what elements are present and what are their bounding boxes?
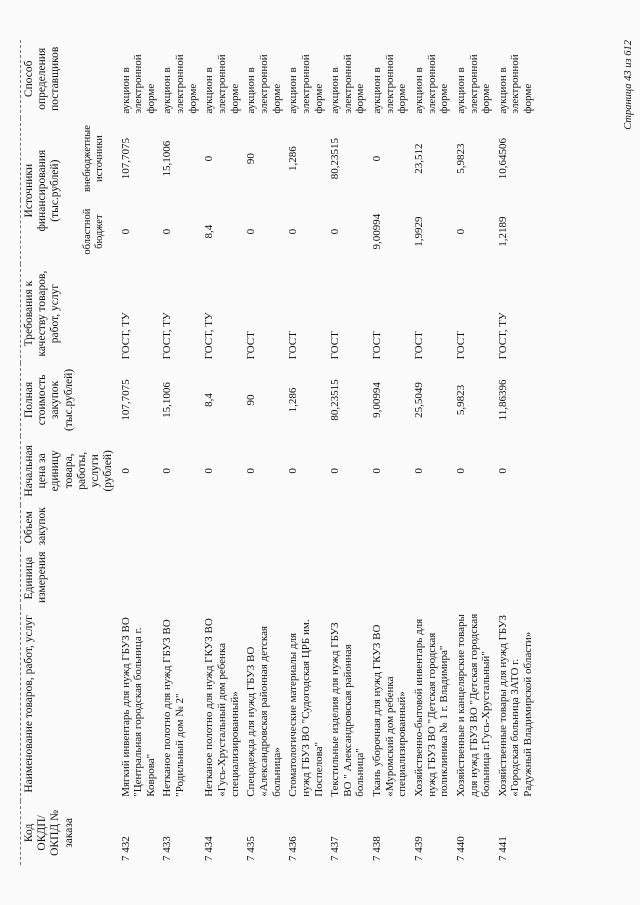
row-volume [495, 505, 537, 549]
header-code: Код ОКДП/ ОКПД № заказа [21, 801, 118, 865]
row-funding-regional: 8,4 [203, 224, 216, 239]
table-row [495, 40, 537, 865]
table-row [453, 40, 495, 865]
row-requirements: ГОСТ [287, 331, 300, 360]
row-volume [243, 505, 285, 549]
row-funding-regional: 0 [119, 228, 132, 235]
row-funding-extra: 107,7075 [119, 137, 132, 180]
row-cost: 25,5049 [412, 382, 425, 418]
row-price: 0 [161, 468, 174, 474]
row-cost: 90 [245, 394, 258, 406]
row-unit [495, 549, 537, 607]
table-row [243, 40, 285, 865]
row-funding-regional: 0 [287, 228, 300, 235]
row-price: 0 [496, 468, 509, 474]
row-volume [118, 505, 160, 549]
row-unit [369, 549, 411, 607]
row-volume [159, 505, 201, 549]
row-code: 7 439 [412, 836, 425, 861]
row-requirements: ГОСТ, ТУ [161, 312, 174, 360]
row-funding-regional: 9,00994 [371, 213, 384, 250]
header-funding-extra: внебюджетные источники [81, 125, 105, 193]
table-row [327, 40, 369, 865]
header-full-cost: Полная стоимость закупок (тыс.рублей) [21, 363, 118, 436]
row-funding-regional: 1,2189 [496, 216, 509, 247]
header-funding-regional: областной бюджет [81, 208, 105, 255]
row-unit [243, 549, 285, 607]
row-code: 7 437 [329, 836, 342, 861]
row-name: Текстильные изделия для нужд ГБУЗ ВО " Александровская районная больница" [329, 622, 367, 797]
row-price: 0 [287, 468, 300, 474]
header-requirements: Требования к качеству товаров, работ, услуг [21, 264, 118, 364]
row-code: 7 433 [161, 836, 174, 861]
row-price: 0 [203, 468, 216, 474]
row-requirements: ГОСТ [329, 331, 342, 360]
table-row [411, 40, 453, 865]
row-cost: 9,00994 [371, 382, 384, 418]
row-requirements: ГОСТ [412, 331, 425, 360]
row-unit [453, 549, 495, 607]
row-method: аукцион в электронной форме [454, 54, 493, 114]
row-cost: 80,23515 [329, 379, 342, 421]
row-cost: 8,4 [203, 393, 216, 407]
row-name: Хозяйственные товары для нужд ГБУЗ «Городская больница ЗАТО г. Радужный Владимирской области» [496, 614, 535, 797]
row-name: Мягкий инвентарь для нужд ГБУЗ ВО "Центральная городская больница г. Коврова" [119, 617, 157, 797]
row-method: аукцион в электронной форме [245, 54, 283, 114]
table-row [285, 40, 327, 865]
table-row [201, 40, 243, 865]
row-requirements: ГОСТ [245, 331, 258, 360]
header-method: Способ определения поставщиков [21, 40, 118, 118]
procurement-table [20, 40, 537, 865]
row-volume [369, 505, 411, 549]
row-code: 7 440 [454, 836, 467, 861]
row-funding-extra: 15,1006 [161, 140, 174, 177]
header-name: Наименование товаров, работ, услуг [21, 607, 118, 801]
row-name: Нетканое полотно для нужд ГКУЗ ВО «Гусь-Хрустальный дом ребенка специализированный» [203, 618, 241, 797]
row-name: Ткань уборочная для нужд ГКУЗ ВО «Муромский дом ребенка специализированный» [371, 624, 409, 797]
row-funding-regional: 1,9929 [412, 216, 425, 247]
row-price: 0 [245, 468, 258, 474]
row-volume [201, 505, 243, 549]
row-name: Хозяйственные и канцелярские товары для нужд ГБУЗ ВО "Детская городская больница г.Гусь-Хрустальный" [454, 613, 493, 797]
row-unit [201, 549, 243, 607]
row-funding-regional: 0 [329, 228, 342, 235]
row-price: 0 [329, 468, 342, 474]
row-requirements: ГОСТ, ТУ [203, 312, 216, 360]
row-funding-regional: 0 [245, 228, 258, 235]
row-cost: 1,286 [287, 387, 300, 413]
row-volume [453, 505, 495, 549]
row-requirements: ГОСТ, ТУ [119, 312, 132, 360]
row-unit [285, 549, 327, 607]
row-volume [411, 505, 453, 549]
row-code: 7 438 [371, 836, 384, 861]
row-unit [327, 549, 369, 607]
row-requirements: ГОСТ [454, 331, 467, 360]
row-name: Хозяйственно-бытовой инвентарь для нужд ГБУЗ ВО "Детская городская поликлиника № 1 г. Владимира" [412, 618, 451, 797]
row-requirements: ГОСТ, ТУ [496, 312, 509, 360]
row-method: аукцион в электронной форме [119, 54, 157, 114]
row-funding-extra: 23,512 [412, 143, 425, 174]
header-volume: Объем закупок [21, 505, 118, 549]
row-funding-extra: 90 [245, 153, 258, 165]
row-code: 7 441 [496, 836, 509, 861]
row-funding-extra: 5,9823 [454, 143, 467, 174]
row-code: 7 432 [119, 836, 132, 861]
row-unit [411, 549, 453, 607]
row-code: 7 434 [203, 836, 216, 861]
row-unit [118, 549, 160, 607]
row-method: аукцион в электронной форме [329, 54, 367, 114]
header-unit: Единица измерения [21, 549, 118, 607]
row-funding-extra: 0 [371, 155, 384, 162]
row-funding-regional: 0 [454, 228, 467, 235]
page-footer: Страница 43 из 612 [623, 40, 634, 130]
row-volume [327, 505, 369, 549]
row-funding-extra: 1,286 [287, 146, 300, 171]
row-name: Спецодежда для нужд ГБУЗ ВО «Александровская районная детская больница» [245, 625, 283, 797]
table-row [369, 40, 411, 865]
row-cost: 11,86396 [496, 379, 509, 421]
row-funding-extra: 10,64506 [496, 137, 509, 180]
row-method: аукцион в электронной форме [287, 54, 325, 114]
header-init-price: Начальная цена за единицу товара, работы, услуги (рублей) [21, 436, 118, 505]
row-price: 0 [412, 468, 425, 474]
row-price: 0 [371, 468, 384, 474]
row-funding-extra: 80,23515 [329, 137, 342, 180]
row-price: 0 [119, 468, 132, 474]
row-method: аукцион в электронной форме [203, 54, 241, 114]
row-method: аукцион в электронной форме [496, 54, 535, 114]
row-price: 0 [454, 468, 467, 474]
row-method: аукцион в электронной форме [412, 54, 451, 114]
table-row [118, 40, 160, 865]
row-cost: 107,7075 [119, 379, 132, 421]
row-unit [159, 549, 201, 607]
row-code: 7 436 [287, 836, 300, 861]
row-funding-extra: 0 [203, 155, 216, 162]
row-volume [285, 505, 327, 549]
row-name: Стоматологические материалы для нужд ГБУЗ ВО "Судогодская ЦРБ им. Поспелова" [287, 619, 325, 797]
row-cost: 5,9823 [454, 384, 467, 416]
row-method: аукцион в электронной форме [161, 54, 199, 114]
row-method: аукцион в электронной форме [371, 54, 409, 114]
table-row [159, 40, 201, 865]
row-funding-regional: 0 [161, 228, 174, 235]
row-cost: 15,1006 [161, 382, 174, 418]
row-code: 7 435 [245, 836, 258, 861]
row-requirements: ГОСТ [371, 331, 384, 360]
row-name: Нетканое полотно для нужд ГБУЗ ВО "Родильный дом № 2" [161, 619, 187, 797]
header-funding: Источники финансирования (тыс.рублей) [21, 118, 80, 264]
